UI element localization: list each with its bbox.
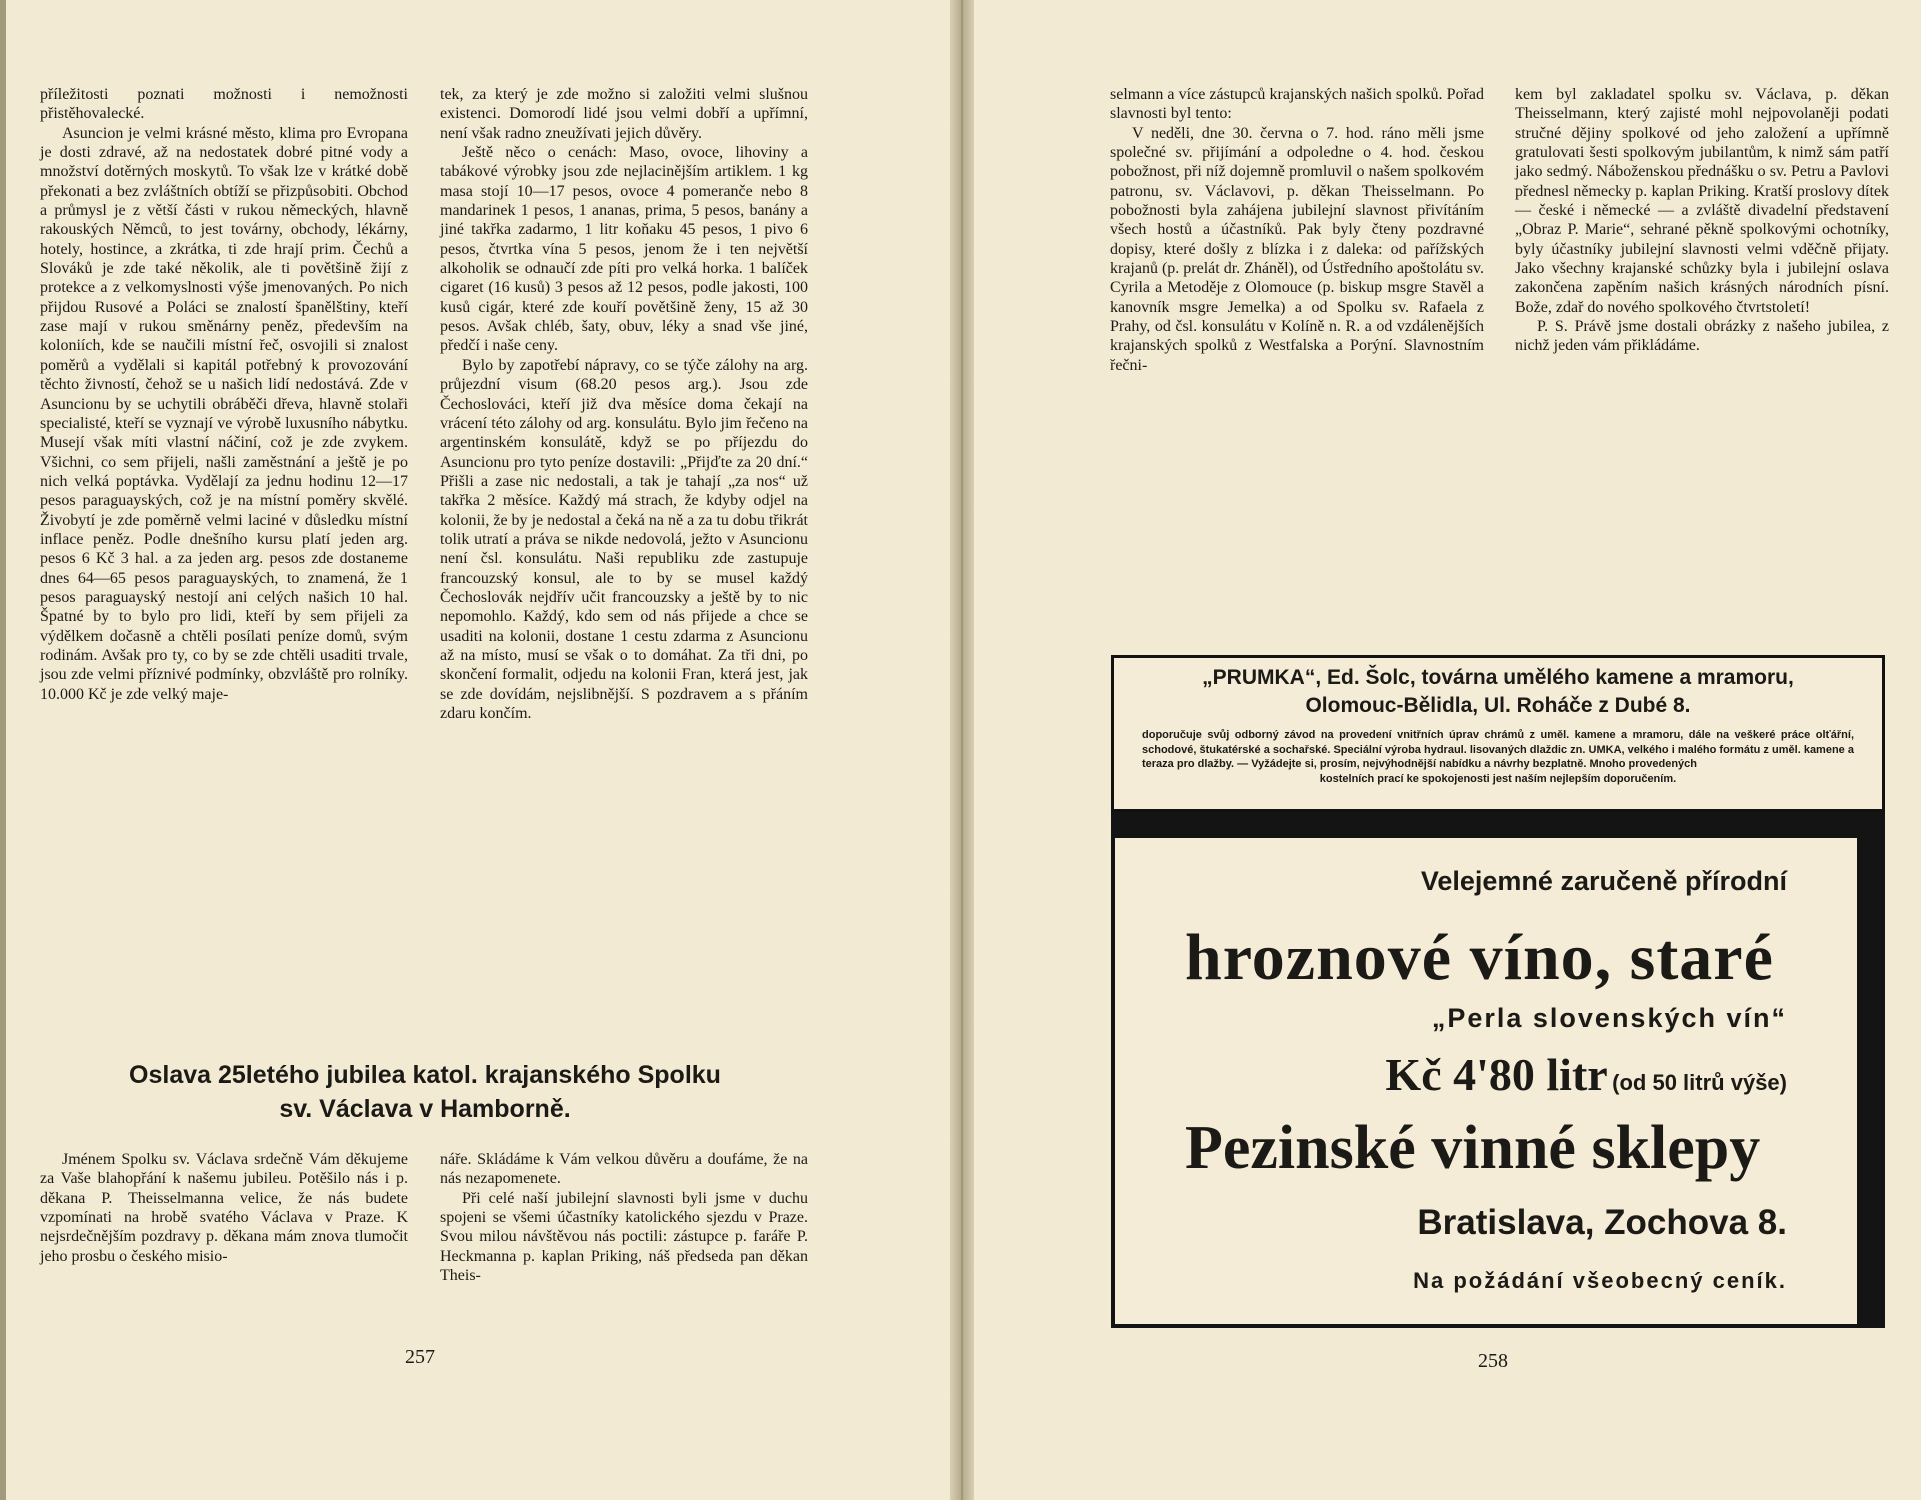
wine-advertisement (1111, 838, 1885, 1328)
paragraph: náře. Skládáme k Vám velkou důvěru a doufáme, že na nás nezapomenete. (440, 1151, 808, 1188)
ad-body-last: kostelních prací ke spokojenosti jest naším nejlepším doporučením. (1319, 772, 1677, 785)
article-headline (75, 1058, 775, 1126)
wine-ad-line-1: Velejemné zaručeně přírodní (1420, 866, 1787, 896)
paragraph: Při celé naší jubilejní slavnosti byli jsme v duchu spojeni se všemi účastníky katolického sjezdu v Praze. Svou milou návštěvou nás poctili: zástupce p. faráře P. Heckmanna p. kaplan Priking, náš předseda pan děkan Theis- (440, 1189, 808, 1285)
headline-line-1: Oslava 25letého jubilea katol. krajanského Spolku (129, 1061, 721, 1089)
wine-ad-line-3: „Perla slovenských vín“ (1431, 1003, 1787, 1033)
wine-ad-catalog: Na požádání všeobecný ceník. (1413, 1268, 1787, 1293)
left-column-4 (440, 1150, 808, 1285)
right-column-2 (1515, 85, 1889, 356)
paragraph: Asuncion je velmi krásné město, klima pro Evropana je dosti zdravé, až na nedostatek dobré pitné vody a množství dotěrných moskytů. To však lze v krátké době překonati a bez zvláštních obtíží se přizpůsobiti. Obchod a průmysl je z větší části v rukou německých, hlavně rakouských Němců, to jest továrny, obchody, lékárny, hotely, hostince, a zkrátka, ti zde hrají prim. Čechů a Slováků je zde také několik, ale ti povětšině žijí z protekce a z velkomyslnosti výše jmenovaných. Po nich přijdou Rusové a Poláci se znalostí španělštiny, kteří zase mají v rukou směnárny peněz, především na koloniích, kde se naučili místní řeč, osvojili si znalost poměrů a vydělali si kapitál potřebný k provozování těchto živností, čehož se u našich lidí nedostává. Zde v Asuncionu by se uchytili obráběči dřeva, hlavně stolaři specialisté, kteří se vyznají ve výrobě luxusního nábytku. Musejí však míti vlastní náčiní, což je zde zvykem. Všichni, co sem přijeli, našli zaměstnání a ještě je po nich velká poptávka. Vydělají za jednu hodinu 12—17 pesos paraguayských, což je na místní poměry skvělé. Živobytí je zde poměrně velmi laciné v důsledku místní inflace peněz. Podle dnešního kursu platí jeden arg. pesos 6 Kč 3 hal. a za jeden arg. pesos zde dostaneme dnes 64—65 pesos paraguayských, to znamená, že 1 pesos paraguayský nestojí ani celých našich 10 hal. Špatné by to bylo pro lidi, kteří by sem přijeli za výdělkem dočasně a chtěli posílati peníze domů, svým rodinám. Avšak pro ty, co by se zde chtěli usaditi trvale, jsou zde velmi příznivé podmínky, obzvláště pro rolníky. 10.000 Kč je zde velký maje- (40, 124, 408, 703)
prumka-advertisement (1111, 655, 1885, 812)
paragraph: Ještě něco o cenách: Maso, ovoce, lihoviny a tabákové výrobky jsou zde nejlacinějším artiklem. 1 kg masa stojí 10—17 pesos, ovoce 4 pomeranče nebo 8 mandarinek 1 pesos, 1 ananas, prima, 5 pesos, banány a jiné takřka zadarmo, 1 litr koňaku 45 pesos, 1 pivo 6 pesos, čtvrtka vína 5 pesos, jenom že i ten největší alkoholik se odnaučí zde píti pro velká horka. 1 balíček cigaret (16 kusů) 3 pesos až 12 pesos, podle jakosti, 100 kusů cigár, které zde kouří povětšině ženy, 15 až 30 pesos. Avšak chléb, šaty, obuv, léky a snad vše jiné, předčí i naše ceny. (440, 144, 808, 355)
paragraph: V neděli, dne 30. června o 7. hod. ráno měli jsme společné sv. přijímání a odpoledne o 4. hod. českou pobožnost, při níž dojemně promluvil o našem spolkovém patronu, sv. Václavovi, p. děkan Theisselmann. Po pobožnosti byla zahájena jubilejní slavnost přivítáním všech hostů a účastníků. Pak byly čteny pozdravné dopisy, které došly z blízka i z daleka: od pařížských krajanů (p. prelát dr. Zháněl), od Ústředního apoštolátu sv. Cyrila a Metoděje z Olomouce (p. biskup msgre Stavěl a kanovník msgre Jemelka) a od Spolku sv. Rafaela z Prahy, od čsl. konsulátu v Kolíně n. R. a od vzdálenějších krajanských spolků z Westfalska a Porýní. Slavnostním řečni- (1110, 124, 1484, 374)
wine-ad-price (1115, 1048, 1787, 1101)
paragraph: Jménem Spolku sv. Václava srdečně Vám děkujeme za Vaše blahopřání k našemu jubileu. Potěšilo nás i p. děkana P. Theisselmanna velice, že nás budete vzpomínati na hrobě svatého Václava v Praze. K nejsrdečnějším pozdravy p. děkana mám znova tlumočit jeho prosbu o českého misio- (40, 1151, 408, 1265)
wine-ad-line-2: hroznové víno, staré (1185, 921, 1774, 994)
wine-price-note: (od 50 litrů výše) (1612, 1070, 1787, 1095)
ad-separator-bar (1111, 812, 1885, 838)
left-column-1 (40, 85, 408, 704)
ad-title-2: Olomouc-Bělidla, Ul. Roháče z Dubé 8. (1305, 694, 1691, 717)
right-column-1 (1110, 85, 1484, 375)
headline-line-2: sv. Václava v Hamborně. (279, 1095, 571, 1123)
page-number-right: 258 (1478, 1350, 1508, 1372)
book-gutter (950, 0, 974, 1500)
paragraph: P. S. Právě jsme dostali obrázky z našeho jubilea, z nichž jeden vám přikládáme. (1515, 318, 1889, 355)
paragraph: příležitosti poznati možnosti i nemožnosti přistěhovalecké. (40, 86, 408, 123)
wine-ad-company: Pezinské vinné sklepy (1185, 1114, 1761, 1182)
paragraph: tek, za který je zde možno si založiti velmi slušnou existenci. Domorodí lidé jsou velmi dobří a upřímní, není však radno zneužívati jejich důvěry. (440, 86, 808, 142)
paragraph: selmann a více zástupců krajanských našich spolků. Pořad slavnosti byl tento: (1110, 86, 1484, 123)
paragraph: Bylo by zapotřebí nápravy, co se týče zálohy na arg. průjezdní visum (68.20 pesos arg.). Jsou zde Čechoslováci, kteří již dva měsíce doma čekají na vrácení této zálohy od arg. konsulátu. Bylo jim řečeno na argentinském konsulátě, když se po příjezdu do Asuncionu pro tyto peníze dostavili: „Přijďte za 20 dní.“ Přišli a zase nic nedostali, a tak je tahají „za nos“ už takřka 2 měsíce. Každý má strach, že kdyby odjel na kolonii, že by je nedostal a čeká na ně a za tu dobu třikrát tolik utratí a práva se nikde nedovolá, ježto v Asuncionu není čsl. konsulátu. Naši republiku zde zastupuje francouzský konsul, ale to by se musel každý Čechoslovák nejdřív učit francouzsky a ještě by to nic nepomohlo. Každý, kdo sem od nás přijede a chce se usaditi na kolonii, dostane 1 cestu zdarma z Asuncionu až na místo, musí se však o to domáhat. Za tři dni, po skončení formalit, odjedu na kolonii Fran, která jest, jak se zde dovídám, nejslibnější. S pozdravem a s přáním zdaru končím. (440, 356, 808, 722)
ad-body-text: doporučuje svůj odborný závod na provedení vnitřních úprav chrámů z uměl. kamene a mramoru, dále na veškeré práce olťářní, schodové, štukatérské a sochařské. Speciální výroba hydraul. lisovaných dlaždic zn. UMKA, velkého i malého formátu z uměl. kamene a teraza pro dlažby. — Vyžádejte si, prosím, nejvýhodnější nabídku a návrhy bezplatně. Mnoho provedených (1142, 729, 1854, 770)
paragraph: kem byl zakladatel spolku sv. Václava, p. děkan Theisselmann, který zajisté mohl nejpovolaněji podati stručné dějiny spolkové od jeho založení a upřímně gratulovati šesti spolkovým jubilantům, k nimž sám patří jako sedmý. Náboženskou přednášku o sv. Petru a Pavlovi přednesl německy p. kaplan Priking. Kratší proslovy dítek — české i německé — a zvláště divadelní představení „Obraz P. Marie“, sehrané pěkně spolkovými ochotníky, byly účastníky jubilejní slavnosti velmi vděčně přijaty. Jako všechny krajanské schůzky byla i jubilejní oslava zakončena zapěním našich krásných národních písní. Bože, zdař do nového spolkového čtvrtstoletí! (1515, 86, 1889, 316)
ad-body (1142, 728, 1854, 786)
left-column-2 (440, 85, 808, 723)
wine-price: Kč 4'80 litr (1385, 1049, 1608, 1100)
left-column-3 (40, 1150, 408, 1266)
page-number-left: 257 (405, 1346, 435, 1368)
ad-title-1: „PRUMKA“, Ed. Šolc, továrna umělého kamene a mramoru, (1202, 666, 1794, 689)
wine-ad-address: Bratislava, Zochova 8. (1417, 1203, 1787, 1242)
